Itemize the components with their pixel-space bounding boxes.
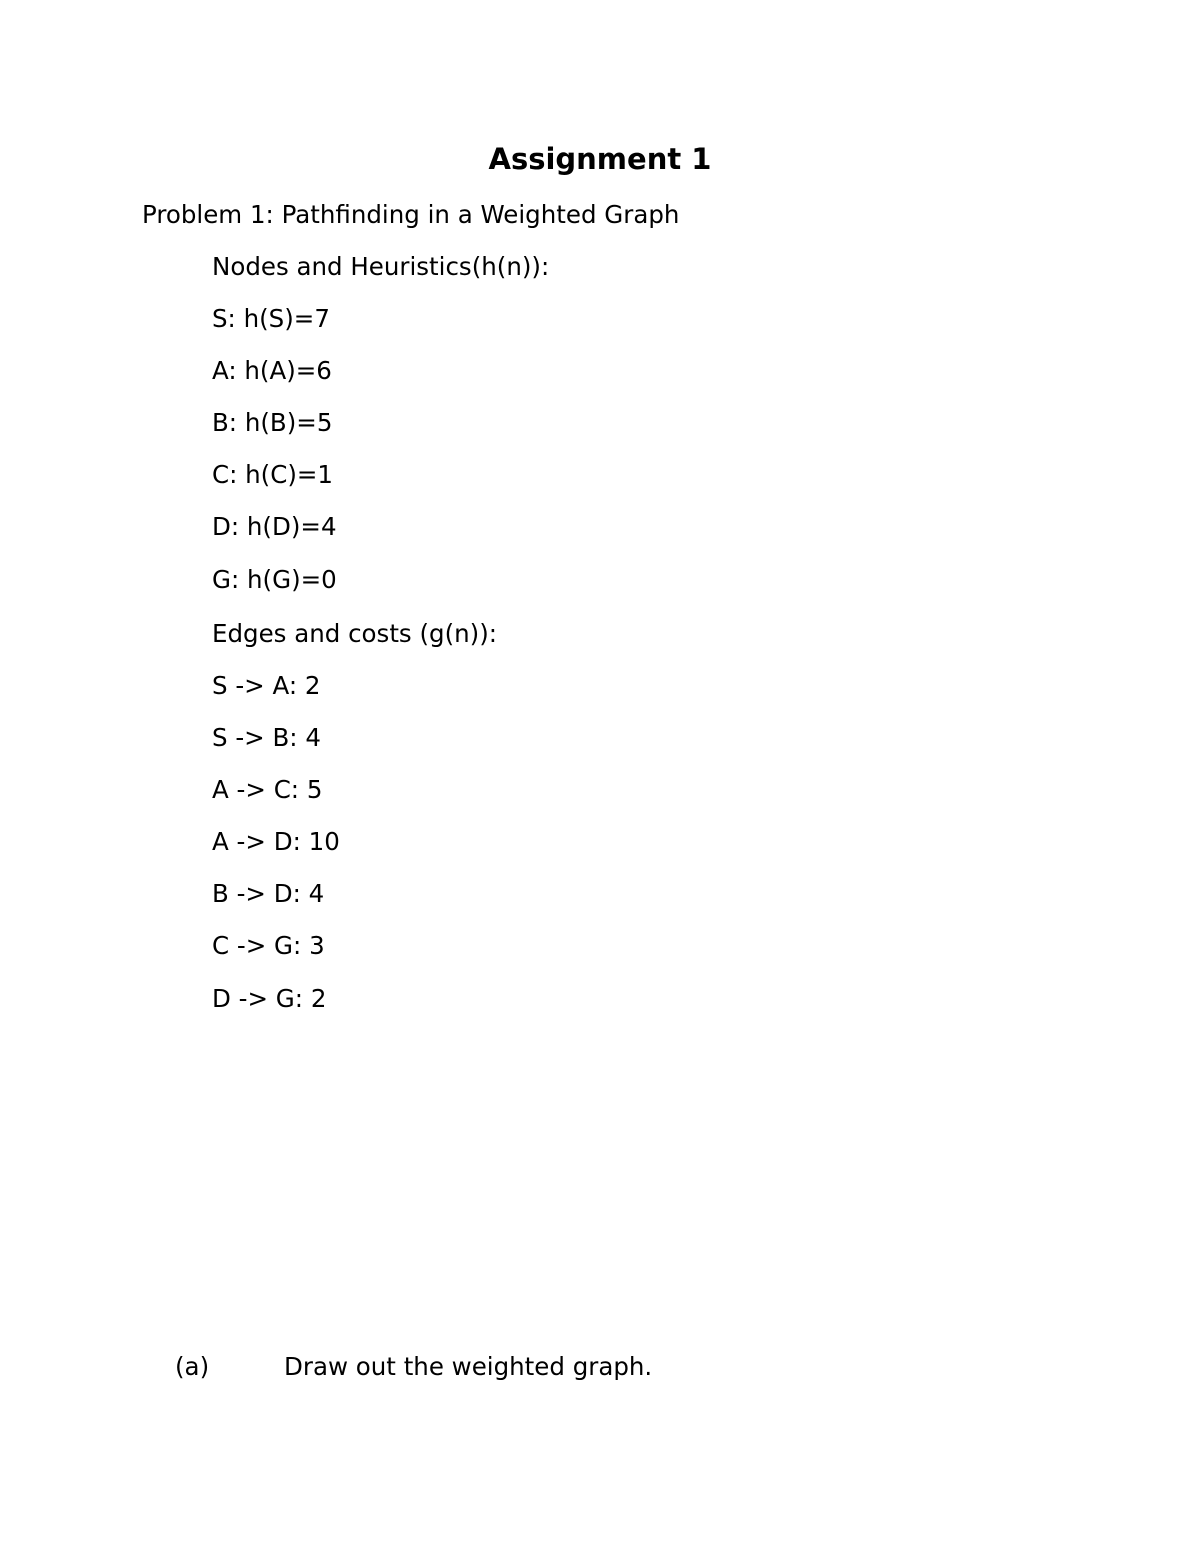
question-text: Draw out the weighted graph. (284, 1352, 653, 1381)
heuristic-line: B: h(B)=5 (212, 408, 333, 437)
edge-line: B -> D: 4 (212, 879, 325, 908)
edge-line: D -> G: 2 (212, 984, 327, 1013)
edge-line: S -> A: 2 (212, 671, 321, 700)
heuristic-line: G: h(G)=0 (212, 565, 337, 594)
edge-line: A -> C: 5 (212, 775, 323, 804)
heuristic-line: D: h(D)=4 (212, 512, 337, 541)
heuristic-line: C: h(C)=1 (212, 460, 334, 489)
document-title: Assignment 1 (488, 142, 712, 176)
heuristic-line: S: h(S)=7 (212, 304, 330, 333)
question-marker: (a) (175, 1352, 210, 1381)
problem-heading: Problem 1: Pathfinding in a Weighted Graph (142, 200, 680, 229)
edges-heading: Edges and costs (g(n)): (212, 619, 498, 648)
edge-line: C -> G: 3 (212, 931, 325, 960)
edge-line: S -> B: 4 (212, 723, 321, 752)
edge-line: A -> D: 10 (212, 827, 340, 856)
heuristic-line: A: h(A)=6 (212, 356, 332, 385)
nodes-heading: Nodes and Heuristics(h(n)): (212, 252, 550, 281)
